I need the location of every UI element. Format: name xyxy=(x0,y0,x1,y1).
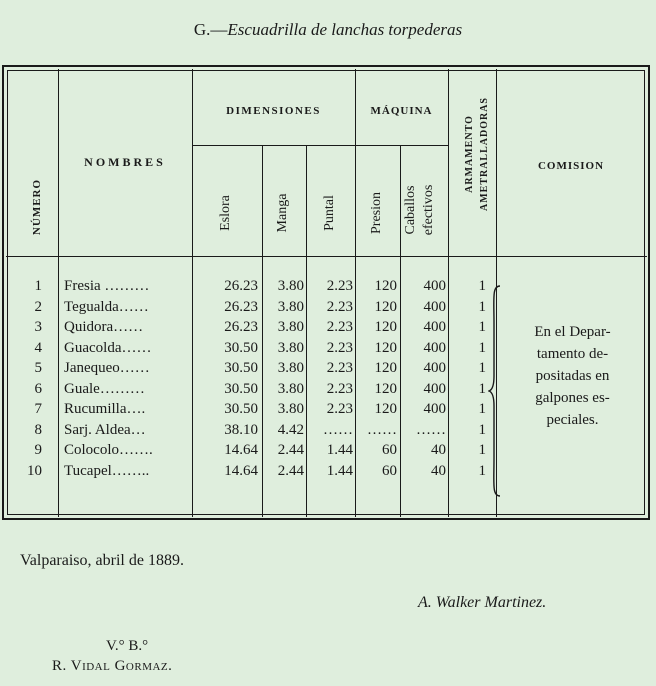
cell-caballos: 40 xyxy=(431,462,446,479)
col-divider xyxy=(448,69,449,517)
comision-text xyxy=(510,321,635,431)
cell-eslora: 30.50 xyxy=(224,380,258,397)
cell-manga: 3.80 xyxy=(277,360,304,376)
comision-line: tamento de- xyxy=(536,346,609,362)
cell-eslora: 30.50 xyxy=(224,401,258,417)
cell-name: Guacolda…… xyxy=(64,339,152,356)
comision-line: positadas en xyxy=(535,368,610,384)
cell-name: Tegualda…… xyxy=(64,298,149,315)
cell-presion: 120 xyxy=(374,339,397,356)
cell-presion: 120 xyxy=(374,380,397,397)
header-puntal: Puntal xyxy=(322,195,337,231)
cell-manga: 2.44 xyxy=(277,462,304,479)
comision-line: En el Depar- xyxy=(534,324,611,340)
cell-name: Quidora…… xyxy=(64,319,144,335)
cell-arm: 1 xyxy=(478,401,486,417)
approver-name: R. Vidal Gormaz. xyxy=(52,658,173,674)
cell-presion: 120 xyxy=(374,401,397,417)
cell-n: 8 xyxy=(34,421,42,438)
cell-name: Janequeo…… xyxy=(64,360,150,376)
page-title xyxy=(0,20,656,40)
cell-presion: 120 xyxy=(374,298,397,315)
cell-puntal: 2.23 xyxy=(326,339,353,356)
header-armamento: ARMAMENTO xyxy=(464,115,475,193)
cell-arm: 1 xyxy=(478,421,486,438)
cell-manga: 2.44 xyxy=(277,442,304,458)
cell-name: Guale……… xyxy=(64,380,145,397)
cell-name: Colocolo……. xyxy=(64,442,153,458)
cell-manga: 4.42 xyxy=(277,421,304,438)
cell-caballos: …… xyxy=(416,421,446,438)
cell-arm: 1 xyxy=(478,462,486,479)
cell-n: 1 xyxy=(34,278,42,294)
comision-line: peciales. xyxy=(546,412,599,428)
cell-n: 9 xyxy=(34,442,42,458)
cell-caballos: 400 xyxy=(423,319,446,335)
col-divider xyxy=(355,69,356,517)
cell-arm: 1 xyxy=(478,380,486,397)
cell-manga: 3.80 xyxy=(277,401,304,417)
cell-eslora: 26.23 xyxy=(224,278,258,294)
cell-arm: 1 xyxy=(478,278,486,294)
cell-name: Fresia ……… xyxy=(64,278,150,294)
header-subdivider xyxy=(192,145,448,146)
cell-eslora: 38.10 xyxy=(224,421,258,438)
cell-presion: 120 xyxy=(374,360,397,376)
header-maquina: MÁQUINA xyxy=(370,105,433,117)
header-manga: Manga xyxy=(275,193,290,233)
cell-presion: 60 xyxy=(382,462,397,479)
comision-line: galpones es- xyxy=(535,390,610,406)
cell-puntal: …… xyxy=(323,421,353,438)
cell-eslora: 26.23 xyxy=(224,319,258,335)
cell-n: 5 xyxy=(34,360,42,376)
signature: A. Walker Martinez. xyxy=(418,594,547,611)
cell-puntal: 1.44 xyxy=(326,462,353,479)
cell-caballos: 400 xyxy=(423,380,446,397)
place-date: Valparaiso, abril de 1889. xyxy=(20,552,184,569)
cell-name: Tucapel…….. xyxy=(64,462,150,479)
header-presion: Presion xyxy=(369,192,384,234)
cell-caballos: 400 xyxy=(423,339,446,356)
cell-eslora: 30.50 xyxy=(224,360,258,376)
cell-puntal: 2.23 xyxy=(326,380,353,397)
cell-puntal: 2.23 xyxy=(326,319,353,335)
cell-arm: 1 xyxy=(478,442,486,458)
cell-eslora: 14.64 xyxy=(224,462,258,479)
cell-name: Rucumilla…. xyxy=(64,401,146,417)
header-dimensiones: DIMENSIONES xyxy=(226,105,321,117)
cell-manga: 3.80 xyxy=(277,298,304,315)
title-main: Escuadrilla de lanchas torpederas xyxy=(227,20,463,39)
cell-manga: 3.80 xyxy=(277,339,304,356)
col-divider xyxy=(262,145,263,517)
cell-n: 6 xyxy=(34,380,42,397)
header-ametralladoras: AMETRALLADORAS xyxy=(479,97,490,212)
cell-presion: …… xyxy=(367,421,397,438)
col-divider xyxy=(306,145,307,517)
col-divider xyxy=(58,69,59,517)
cell-n: 10 xyxy=(27,462,42,479)
cell-puntal: 2.23 xyxy=(326,360,353,376)
cell-caballos: 40 xyxy=(431,442,446,458)
header-caballos: Caballos efectivos xyxy=(403,184,436,236)
header-numero: NÚMERO xyxy=(31,178,43,236)
cell-caballos: 400 xyxy=(423,298,446,315)
cell-arm: 1 xyxy=(478,298,486,315)
cell-puntal: 2.23 xyxy=(326,401,353,417)
cell-arm: 1 xyxy=(478,339,486,356)
cell-puntal: 2.23 xyxy=(326,298,353,315)
cell-manga: 3.80 xyxy=(277,278,304,294)
cell-eslora: 30.50 xyxy=(224,339,258,356)
cell-n: 3 xyxy=(34,319,42,335)
cell-arm: 1 xyxy=(478,319,486,335)
curly-brace-icon xyxy=(488,284,502,498)
col-divider xyxy=(400,145,401,517)
cell-manga: 3.80 xyxy=(277,319,304,335)
cell-n: 2 xyxy=(34,298,42,315)
cell-arm: 1 xyxy=(478,360,486,376)
header-comision: COMISION xyxy=(537,160,605,172)
cell-caballos: 400 xyxy=(423,360,446,376)
header-eslora: Eslora xyxy=(218,195,233,231)
cell-n: 7 xyxy=(34,401,42,417)
cell-presion: 120 xyxy=(374,319,397,335)
cell-caballos: 400 xyxy=(423,401,446,417)
cell-puntal: 1.44 xyxy=(326,442,353,458)
cell-name: Sarj. Aldea… xyxy=(64,421,146,438)
cell-puntal: 2.23 xyxy=(326,278,353,294)
cell-eslora: 14.64 xyxy=(224,442,258,458)
header-bottom-rule xyxy=(6,256,647,257)
cell-n: 4 xyxy=(34,339,42,356)
cell-eslora: 26.23 xyxy=(224,298,258,315)
cell-presion: 60 xyxy=(382,442,397,458)
cell-caballos: 400 xyxy=(423,278,446,294)
header-nombres: NOMBRES xyxy=(84,155,166,169)
col-divider xyxy=(192,69,193,517)
visto-bueno: V.° B.° xyxy=(106,638,149,654)
title-prefix: G.— xyxy=(193,20,228,39)
cell-manga: 3.80 xyxy=(277,380,304,397)
cell-presion: 120 xyxy=(374,278,397,294)
